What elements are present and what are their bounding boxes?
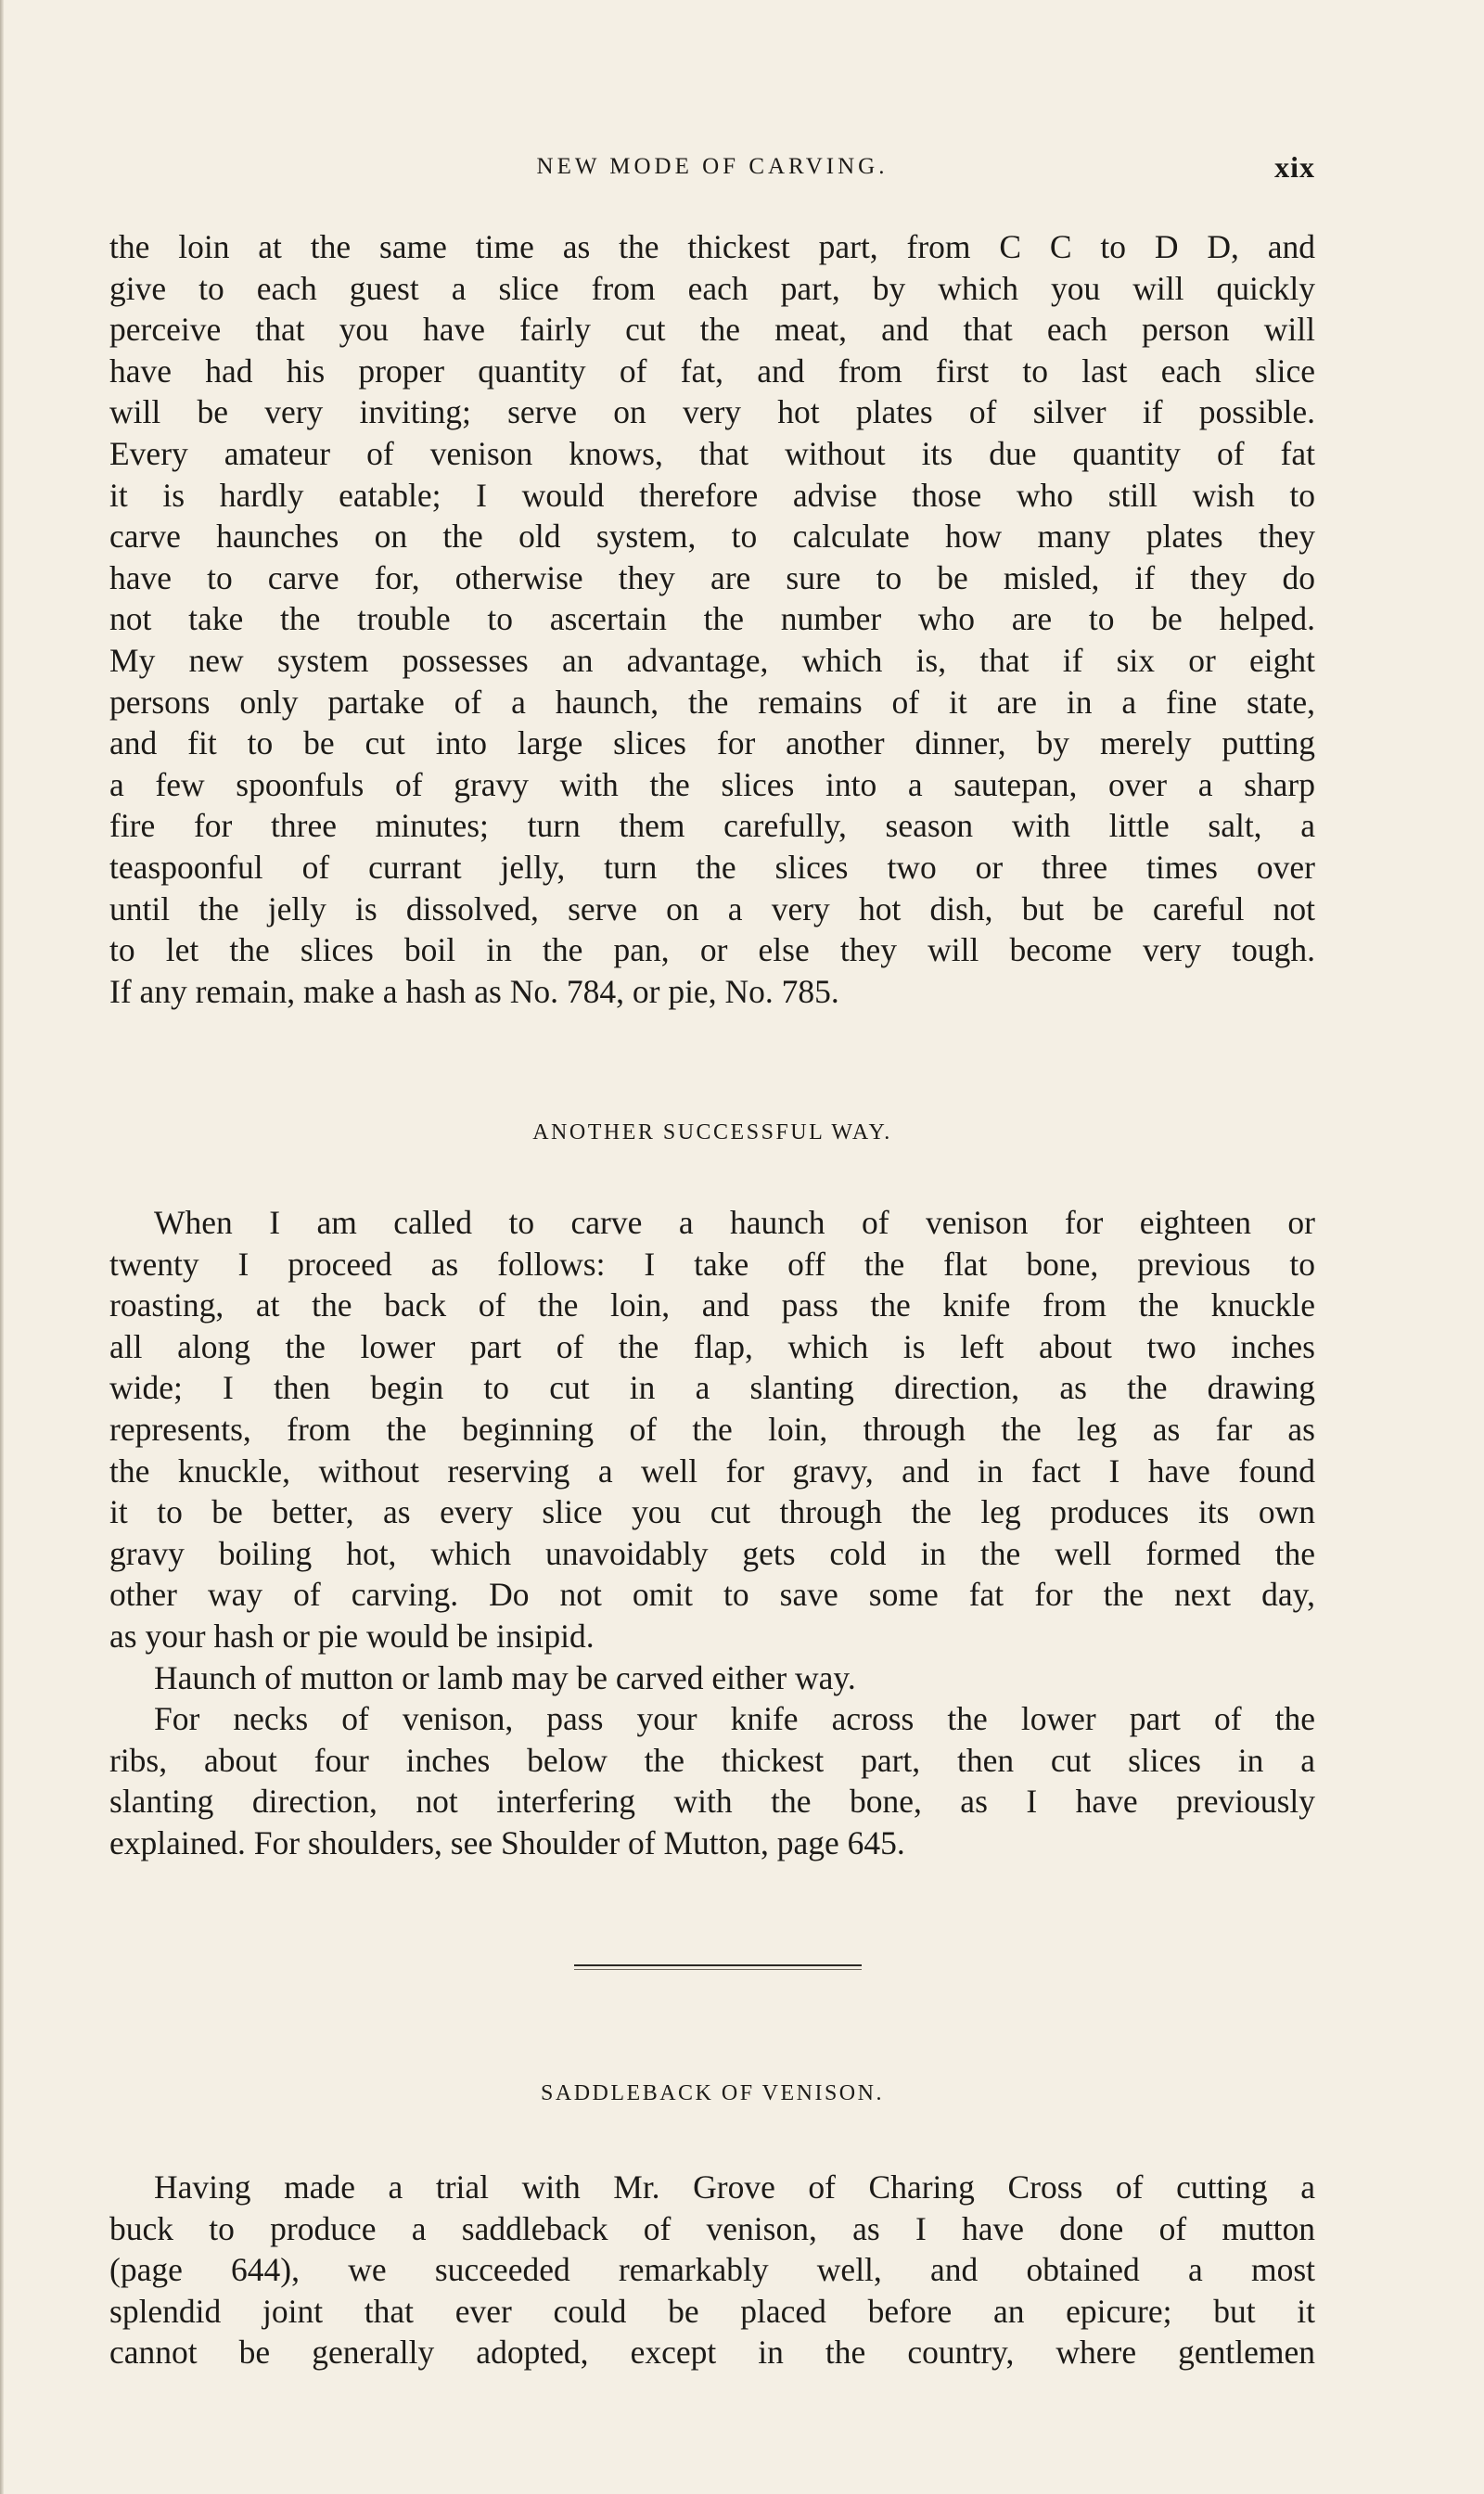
text-line: Every amateur of venison knows, that without its due quantity of fat	[109, 434, 1315, 472]
text-line: not take the trouble to ascertain the number who are to be helped.	[109, 600, 1315, 638]
text-line: other way of carving. Do not omit to save some fat for the next day,	[109, 1576, 1315, 1614]
text-line: Having made a trial with Mr. Grove of Charing Cross of cutting a	[154, 2168, 1315, 2206]
section-divider-fine	[574, 1969, 862, 1970]
text-line: cannot be generally adopted, except in the country, where gentlemen	[109, 2334, 1315, 2372]
text-line: If any remain, make a hash as No. 784, or pie, No. 785.	[109, 972, 839, 1010]
text-line: perceive that you have fairly cut the meat, and that each person will	[109, 311, 1315, 349]
text-line: persons only partake of a haunch, the remains of it are in a fine state,	[109, 683, 1315, 721]
text-line: gravy boiling hot, which unavoidably gets cold in the well formed the	[109, 1534, 1315, 1572]
text-line: splendid joint that ever could be placed before an epicure; but it	[109, 2292, 1315, 2330]
text-line: buck to produce a saddleback of venison, as I have done of mutton	[109, 2209, 1315, 2247]
section-divider	[574, 1964, 862, 1966]
text-line: explained. For shoulders, see Shoulder of Mutton, page 645.	[109, 1823, 905, 1861]
text-line: Haunch of mutton or lamb may be carved either way.	[154, 1658, 856, 1696]
text-line: and fit to be cut into large slices for another dinner, by merely putting	[109, 724, 1315, 762]
text-line: will be very inviting; serve on very hot plates of silver if possible.	[109, 393, 1315, 431]
text-line: wide; I then begin to cut in a slanting direction, as the drawing	[109, 1369, 1315, 1407]
text-line: fire for three minutes; turn them carefully, season with little salt, a	[109, 807, 1315, 845]
page-number: xix	[1274, 150, 1315, 184]
text-line: represents, from the beginning of the loin, through the leg as far as	[109, 1410, 1315, 1448]
text-line: ribs, about four inches below the thickest part, then cut slices in a	[109, 1741, 1315, 1779]
another-way-paragraph	[109, 1202, 1315, 1864]
text-line: to let the slices boil in the pan, or else they will become very tough.	[109, 931, 1315, 969]
text-line: have to carve for, otherwise they are sure to be misled, if they do	[109, 558, 1315, 596]
text-line: as your hash or pie would be insipid.	[109, 1617, 595, 1655]
text-line: When I am called to carve a haunch of venison for eighteen or	[154, 1204, 1315, 1241]
text-line: the knuckle, without reserving a well for gravy, and in fact I have found	[109, 1452, 1315, 1490]
section-heading-another-way: ANOTHER SUCCESSFUL WAY.	[532, 1120, 892, 1145]
continuation-paragraph	[109, 226, 1315, 1012]
text-line: give to each guest a slice from each part, by which you will quickly	[109, 269, 1315, 307]
text-line: twenty I proceed as follows: I take off the flat bone, previous to	[109, 1245, 1315, 1283]
text-line: My new system possesses an advantage, which is, that if six or eight	[109, 641, 1315, 679]
text-line: (page 644), we succeeded remarkably well, and obtained a most	[109, 2251, 1315, 2289]
running-head	[109, 148, 1315, 185]
text-line: a few spoonfuls of gravy with the slices into a sautepan, over a sharp	[109, 765, 1315, 803]
saddleback-paragraph	[109, 2167, 1315, 2373]
text-line: carve haunches on the old system, to calculate how many plates they	[109, 518, 1315, 556]
text-line: have had his proper quantity of fat, and from first to last each slice	[109, 352, 1315, 390]
text-line: teaspoonful of currant jelly, turn the slices two or three times over	[109, 848, 1315, 886]
text-line: slanting direction, not interfering with the bone, as I have previously	[109, 1783, 1315, 1821]
text-line: until the jelly is dissolved, serve on a very hot dish, but be careful not	[109, 889, 1315, 927]
running-title: NEW MODE OF CARVING.	[536, 154, 889, 179]
text-line: roasting, at the back of the loin, and pass the knife from the knuckle	[109, 1286, 1315, 1324]
section-heading-saddleback: SADDLEBACK OF VENISON.	[541, 2081, 884, 2105]
text-line: it to be better, as every slice you cut through the leg produces its own	[109, 1493, 1315, 1531]
text-line: all along the lower part of the flap, which is left about two inches	[109, 1327, 1315, 1365]
text-line: For necks of venison, pass your knife across the lower part of the	[154, 1700, 1315, 1738]
text-line: it is hardly eatable; I would therefore advise those who still wish to	[109, 476, 1315, 514]
text-line: the loin at the same time as the thickest part, from C C to D D, and	[109, 228, 1315, 265]
